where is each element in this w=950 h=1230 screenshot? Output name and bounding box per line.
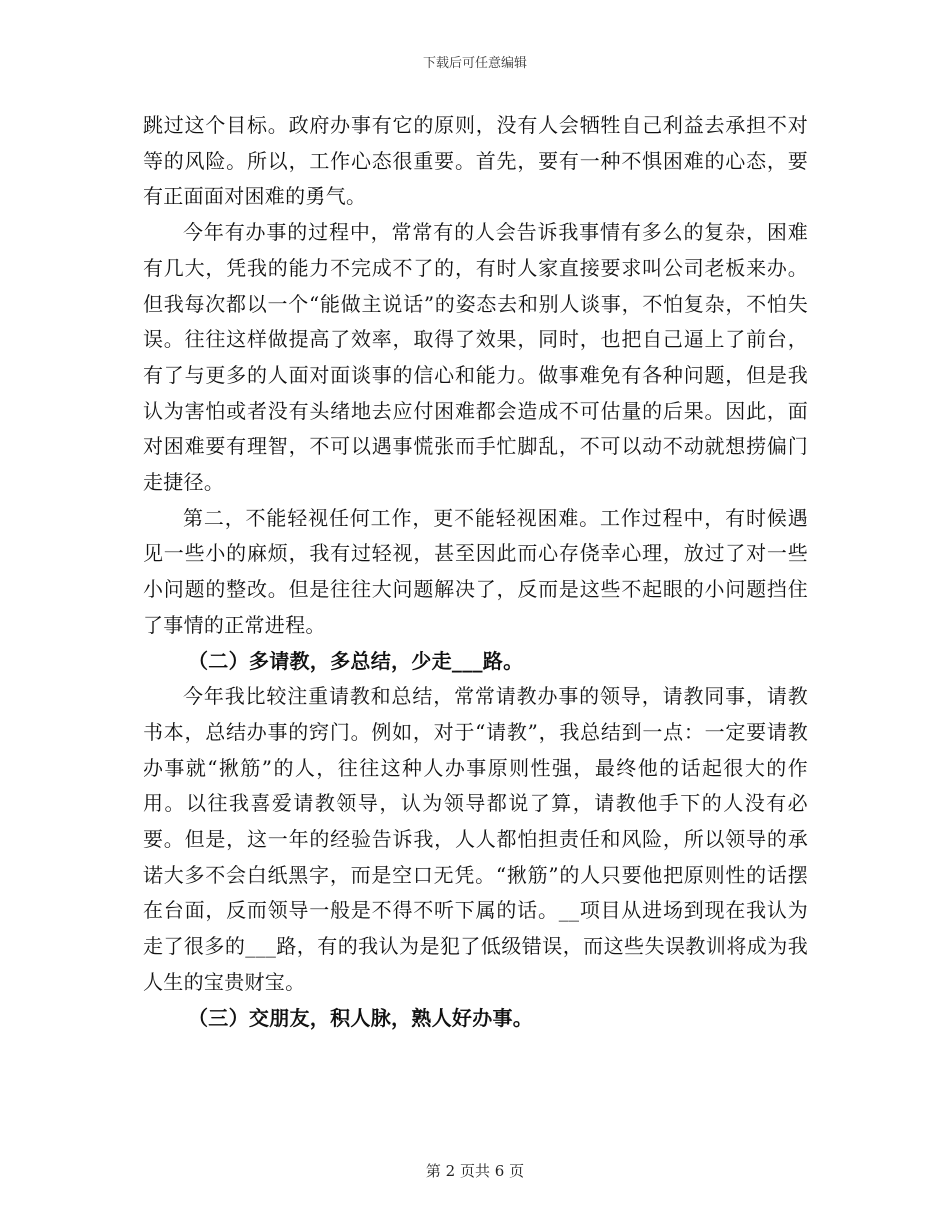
page-footer: 第 2 页共 6 页 — [425, 1162, 525, 1180]
document-body — [143, 108, 808, 1036]
paragraph: 第二，不能轻视任何工作，更不能轻视困难。工作过程中，有时候遇见一些小的麻烦，我有过轻视，甚至因此而心存侥幸心理，放过了对一些小问题的整改。但是往往大问题解决了，反而是这些不起眼的小问题挡住了事情的正常进程。 — [143, 505, 808, 637]
paragraph: 今年有办事的过程中，常常有的人会告诉我事情有多么的复杂，困难有几大，凭我的能力不完成不了的，有时人家直接要求叫公司老板来办。但我每次都以一个“能做主说话”的姿态去和别人谈事，不怕复杂，不怕失误。往往这样做提高了效率，取得了效果，同时，也把自己逼上了前台，有了与更多的人面对面谈事的信心和能力。做事难免有各种问题，但是我认为害怕或者没有头绪地去应付困难都会造成不可估量的后果。因此，面对困难要有理智，不可以遇事慌张而手忙脚乱，不可以动不动就想捞偏门走捷径。 — [143, 220, 808, 495]
page-header: 下载后可任意编辑 — [422, 56, 527, 71]
section-heading: （三）交朋友，积人脉，熟人好办事。 — [188, 1005, 534, 1030]
section-heading: （二）多请教，多总结，少走___路。 — [188, 648, 524, 673]
paragraph: 跳过这个目标。政府办事有它的原则，没有人会牺牲自己利益去承担不对等的风险。所以，工作心态很重要。首先，要有一种不惧困难的心态，要有正面面对困难的勇气。 — [143, 113, 808, 209]
paragraph: 今年我比较注重请教和总结，常常请教办事的领导，请教同事，请教书本，总结办事的窍门。例如，对于“请教”，我总结到一点：一定要请教办事就“揪筋”的人，往往这种人办事原则性强，最终他的话起很大的作用。以往我喜爱请教领导，认为领导都说了算，请教他手下的人没有必要。但是，这一年的经验告诉我，人人都怕担责任和风险，所以领导的承诺大多不会白纸黑字，而是空口无凭。“揪筋”的人只要他把原则性的话摆在台面，反而领导一般是不得不听下属的话。__项目从进场到现在我认为走了很多的___路，有的我认为是犯了低级错误，而这些失误教训将成为我人生的宝贵财宝。 — [143, 684, 808, 994]
